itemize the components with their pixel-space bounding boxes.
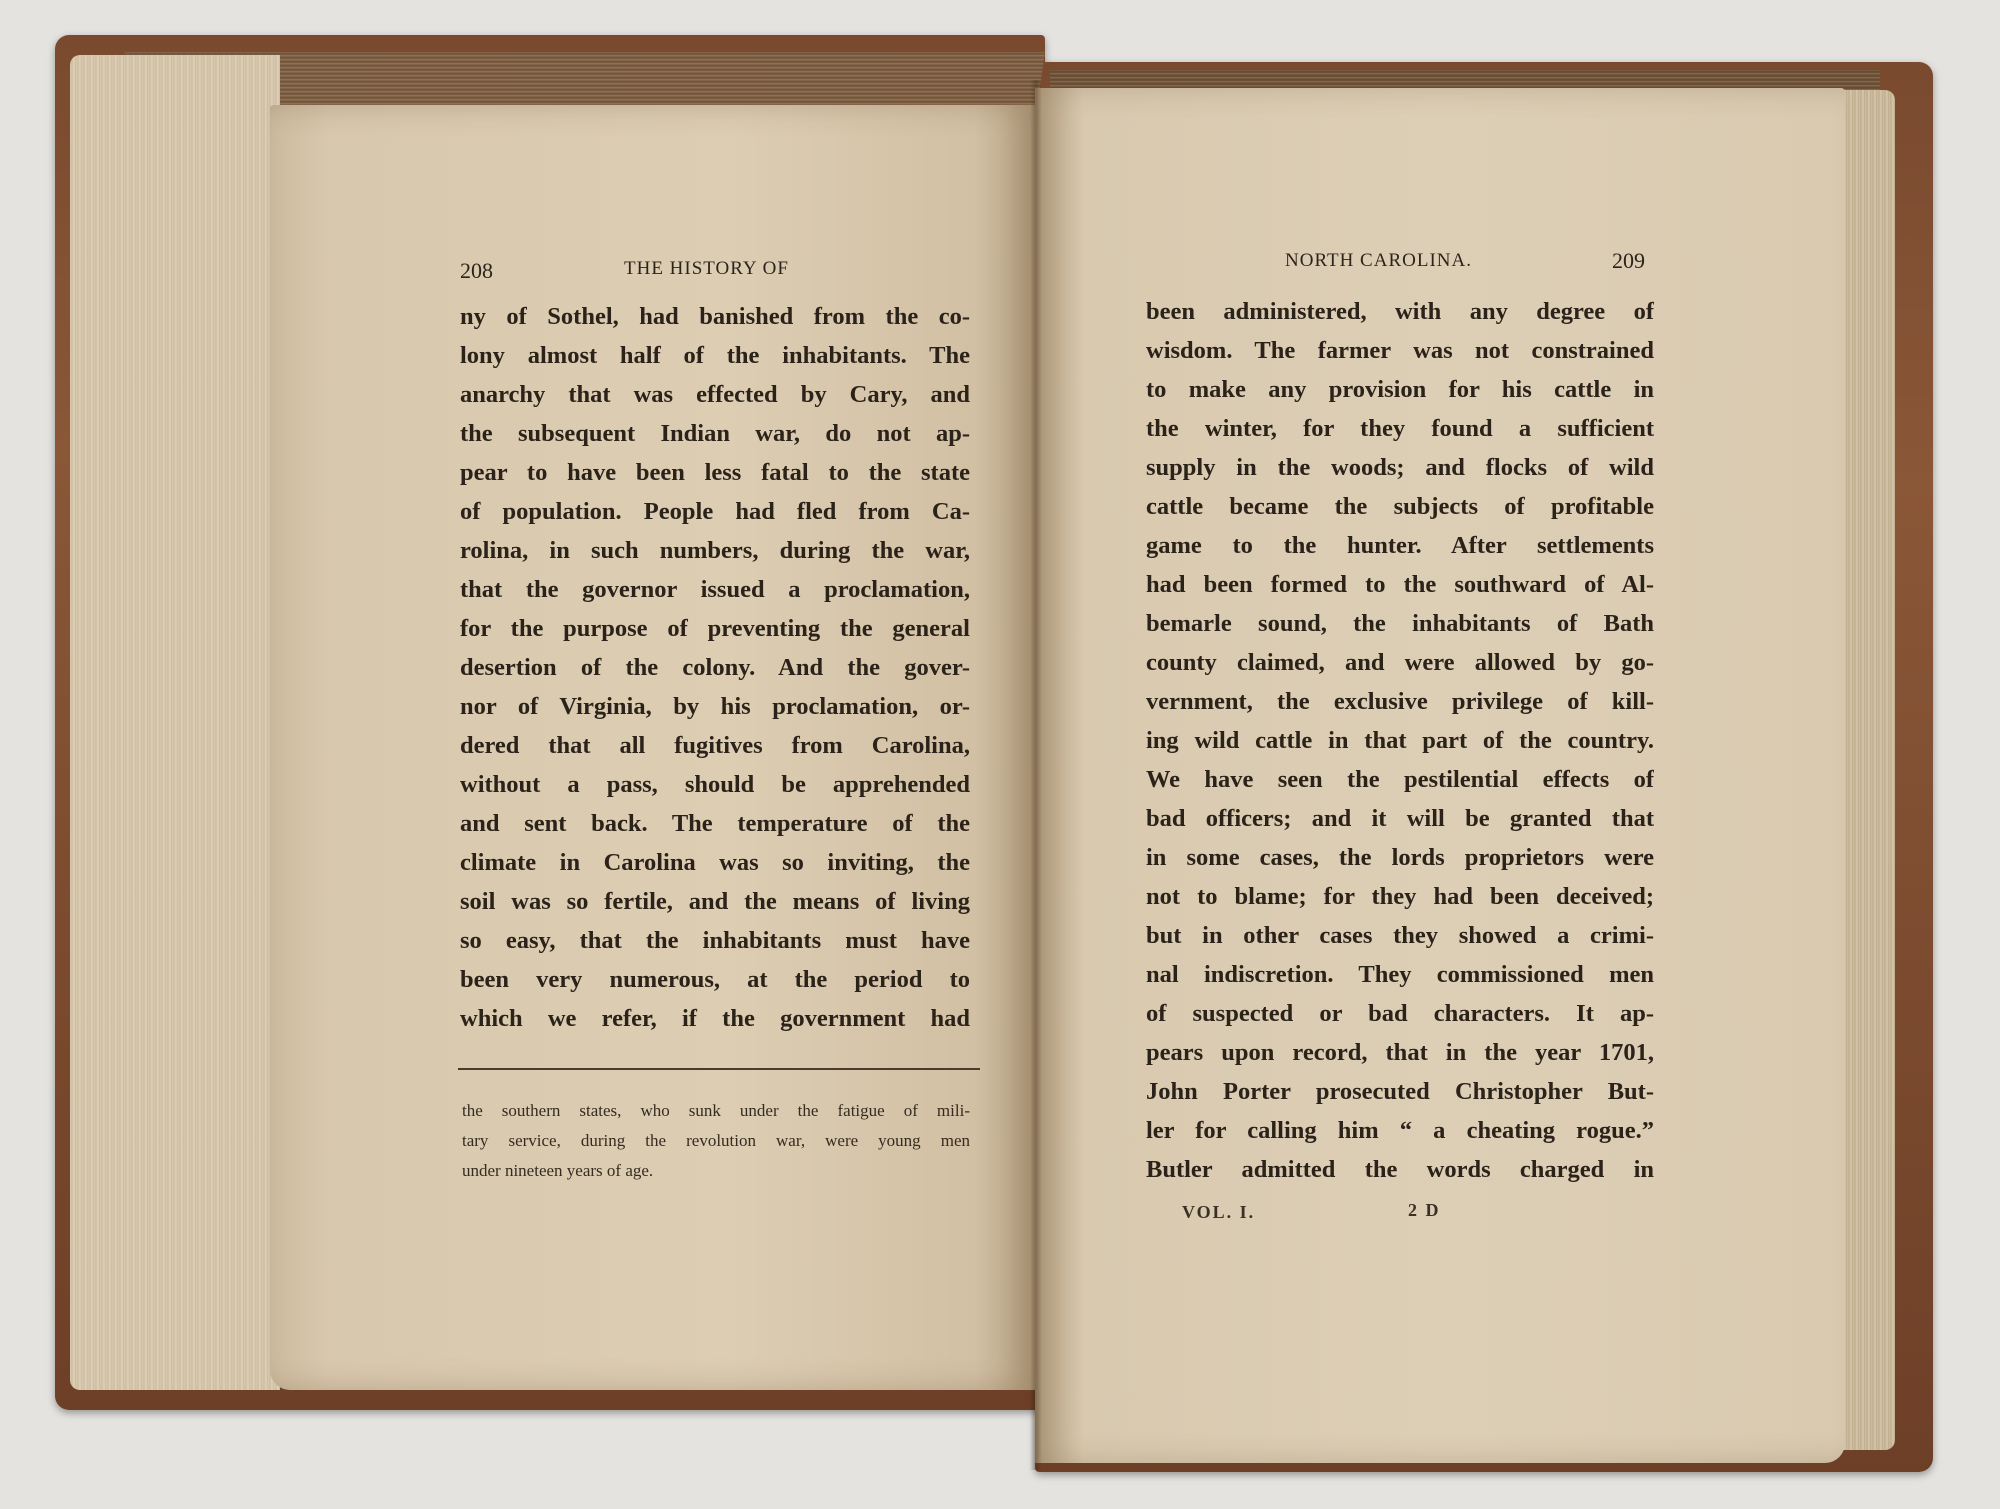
text-line: that the governor issued a proclamation, [460,576,970,603]
text-line: pear to have been less fatal to the state [460,459,970,486]
text-line: of population. People had fled from Ca- [460,498,970,525]
text-line: the winter, for they found a sufficient [1146,415,1654,442]
text-line: Butler admitted the words charged in [1146,1156,1654,1183]
text-line: but in other cases they showed a crimi- [1146,922,1654,949]
text-line: had been formed to the southward of Al- [1146,571,1654,598]
text-line: ny of Sothel, had banished from the co- [460,303,970,330]
text-line: rolina, in such numbers, during the war, [460,537,970,564]
text-line: not to blame; for they had been deceived; [1146,883,1654,910]
text-line: for the purpose of preventing the general [460,615,970,642]
text-line: without a pass, should be apprehended [460,771,970,798]
text-line: anarchy that was effected by Cary, and [460,381,970,408]
text-line: the subsequent Indian war, do not ap- [460,420,970,447]
text-line: We have seen the pestilential effects of [1146,766,1654,793]
gathering-signature: 2 D [1408,1200,1441,1220]
text-line: been very numerous, at the period to [460,966,970,993]
text-line: climate in Carolina was so inviting, the [460,849,970,876]
left-running-head: THE HISTORY OF [624,258,789,279]
text-line: been administered, with any degree of [1146,298,1654,325]
text-line: to make any provision for his cattle in [1146,376,1654,403]
text-line: ing wild cattle in that part of the country. [1146,727,1654,754]
text-line: John Porter prosecuted Christopher But- [1146,1078,1654,1105]
footnote-line: the southern states, who sunk under the fatigue of mili- [462,1101,970,1120]
text-line: nor of Virginia, by his proclamation, or- [460,693,970,720]
text-line: and sent back. The temperature of the [460,810,970,837]
text-line: game to the hunter. After settlements [1146,532,1654,559]
left-page-number: 208 [460,258,493,283]
right-running-head: NORTH CAROLINA. [1285,250,1472,271]
footnote-line: tary service, during the revolution war, were young men [462,1131,970,1150]
text-line: which we refer, if the government had [460,1005,970,1032]
text-line: supply in the woods; and flocks of wild [1146,454,1654,481]
right-page-number: 209 [1612,248,1645,273]
text-line: so easy, that the inhabitants must have [460,927,970,954]
text-line: of suspected or bad characters. It ap- [1146,1000,1654,1027]
footnote-line: under nineteen years of age. [462,1161,654,1180]
text-line: in some cases, the lords proprietors were [1146,844,1654,871]
volume-signature: VOL. I. [1182,1202,1256,1222]
text-line: vernment, the exclusive privilege of kill- [1146,688,1654,715]
text-line: county claimed, and were allowed by go- [1146,649,1654,676]
text-line: bemarle sound, the inhabitants of Bath [1146,610,1654,637]
left-page-edges [70,55,280,1390]
text-line: cattle became the subjects of profitable [1146,493,1654,520]
text-line: wisdom. The farmer was not constrained [1146,337,1654,364]
text-line: lony almost half of the inhabitants. The [460,342,970,369]
text-line: ler for calling him “ a cheating rogue.” [1146,1117,1654,1144]
text-line: pears upon record, that in the year 1701, [1146,1039,1654,1066]
text-line: bad officers; and it will be granted that [1146,805,1654,832]
footnote-rule [458,1068,980,1070]
book-gutter [1030,80,1042,1470]
text-line: nal indiscretion. They commissioned men [1146,961,1654,988]
text-line: dered that all fugitives from Carolina, [460,732,970,759]
text-line: soil was so fertile, and the means of living [460,888,970,915]
text-line: desertion of the colony. And the gover- [460,654,970,681]
